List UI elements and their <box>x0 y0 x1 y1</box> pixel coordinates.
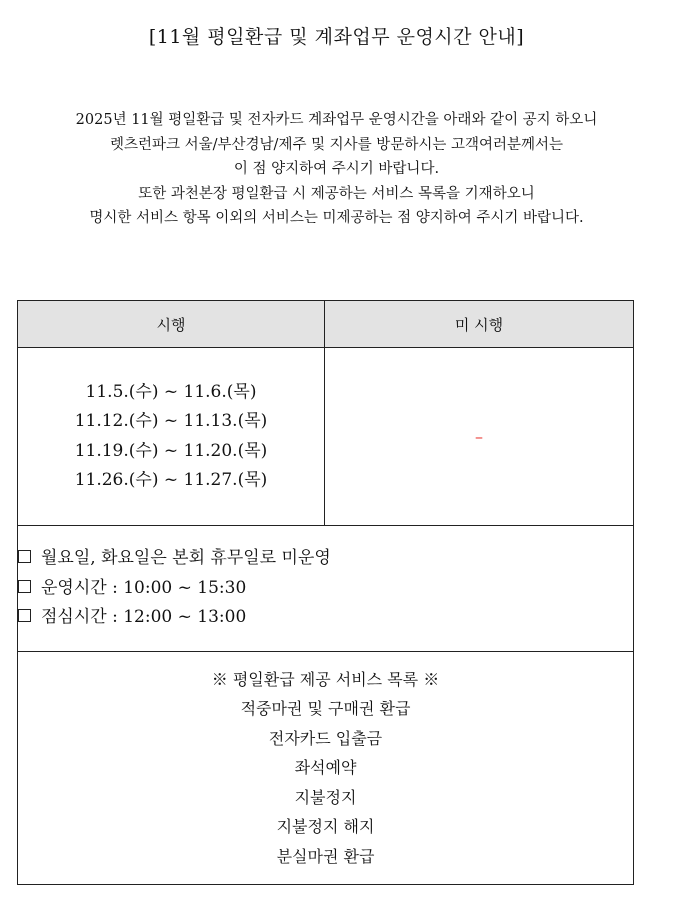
date-range: 11.26.(수) ~ 11.27.(목) <box>74 470 268 490</box>
intro-line: 2025년 11월 평일환급 및 전자카드 계좌업무 운영시간을 아래와 같이 공지 하오니 <box>75 112 598 128</box>
intro-paragraph <box>0 108 673 231</box>
note-item <box>18 544 633 574</box>
note-item <box>18 574 633 604</box>
service-item: 분실마권 환급 <box>276 846 375 866</box>
intro-line: 렛츠런파크 서울/부산경남/제주 및 지사를 방문하시는 고객여러분께서는 <box>109 136 564 153</box>
date-range: 11.19.(수) ~ 11.20.(목) <box>74 440 268 461</box>
service-item: 지불정지 해지 <box>276 817 375 837</box>
notes-row <box>18 526 634 652</box>
implemented-dates-cell <box>18 348 325 526</box>
checkbox-icon <box>18 609 31 622</box>
header-implemented: 시행 <box>18 301 325 348</box>
intro-line: 명시한 서비스 항목 이외의 서비스는 미제공하는 점 양지하여 주시기 바랍니다. <box>89 210 584 226</box>
checkbox-icon <box>18 550 31 563</box>
intro-line: 이 점 양지하여 주시기 바랍니다. <box>233 161 440 177</box>
note-text: 월요일, 화요일은 본회 휴무일로 미운영 <box>41 548 331 569</box>
service-item: 지불정지 <box>294 787 357 807</box>
services-cell <box>18 652 634 885</box>
service-item: 전자카드 입출금 <box>268 728 383 748</box>
header-not-implemented: 미 시행 <box>325 301 634 348</box>
not-implemented-dash: – <box>475 427 483 446</box>
not-implemented-cell <box>325 348 634 526</box>
services-row <box>18 652 634 885</box>
note-item <box>18 603 633 633</box>
checkbox-icon <box>18 580 31 593</box>
page-title: [11월 평일환급 및 계좌업무 운영시간 안내] <box>148 26 525 48</box>
date-range: 11.12.(수) ~ 11.13.(목) <box>74 411 268 431</box>
notes-cell <box>18 526 634 652</box>
service-item: 적중마권 및 구매권 환급 <box>240 699 411 719</box>
date-range: 11.5.(수) ~ 11.6.(목) <box>85 381 257 402</box>
schedule-table <box>17 300 634 885</box>
note-text: 운영시간 : 10:00 ~ 15:30 <box>41 577 247 598</box>
note-text: 점심시간 : 12:00 ~ 13:00 <box>41 607 247 628</box>
services-title: ※ 평일환급 제공 서비스 목록 ※ <box>211 669 440 689</box>
dates-row <box>18 348 634 526</box>
service-item: 좌석예약 <box>294 758 357 778</box>
table-header-row <box>18 301 634 348</box>
intro-line: 또한 과천본장 평일환급 시 제공하는 서비스 목록을 기재하오니 <box>138 185 535 202</box>
